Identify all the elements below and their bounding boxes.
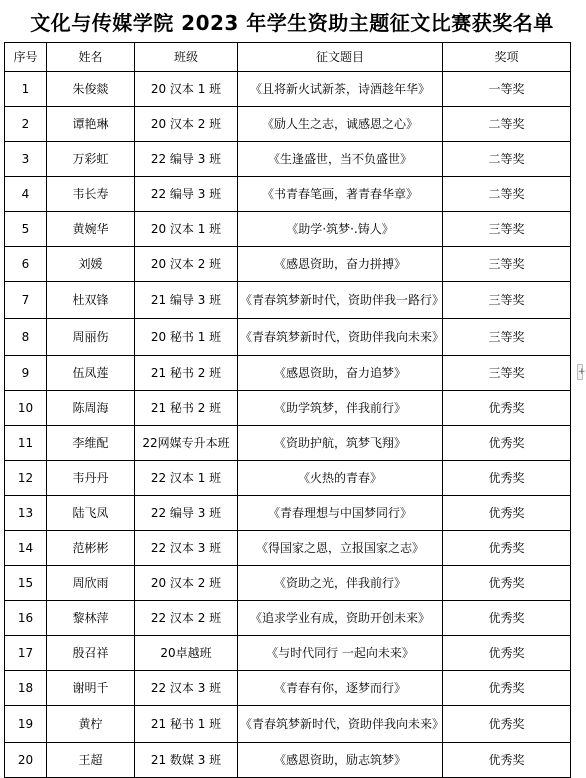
cell-index: 12 (5, 461, 47, 496)
cell-index: 4 (5, 177, 47, 212)
cell-class: 22 编导 3 班 (135, 142, 238, 177)
header-name: 姓名 (47, 43, 135, 72)
cell-award: 二等奖 (443, 142, 571, 177)
table-row (5, 391, 571, 426)
cell-index: 11 (5, 426, 47, 461)
cell-award: 三等奖 (443, 356, 571, 391)
cell-award: 二等奖 (443, 177, 571, 212)
table-row (5, 601, 571, 636)
cell-name: 黄柠 (47, 706, 135, 743)
cell-essay-title: 《青春有你，逐梦而行》 (238, 671, 443, 706)
cell-essay-title: 《资助护航，筑梦飞翔》 (238, 426, 443, 461)
cell-name: 韦丹丹 (47, 461, 135, 496)
table-row (5, 636, 571, 671)
cell-index: 5 (5, 212, 47, 247)
cell-class: 21 秘书 2 班 (135, 391, 238, 426)
cell-class: 22 汉本 2 班 (135, 601, 238, 636)
cell-index: 1 (5, 72, 47, 107)
cell-class: 20 汉本 2 班 (135, 566, 238, 601)
cell-class: 22 汉本 3 班 (135, 671, 238, 706)
cell-index: 19 (5, 706, 47, 743)
cell-name: 韦长寿 (47, 177, 135, 212)
cell-name: 陈周海 (47, 391, 135, 426)
cell-name: 陆飞凤 (47, 496, 135, 531)
cell-award: 二等奖 (443, 107, 571, 142)
cell-award: 优秀奖 (443, 601, 571, 636)
cell-index: 14 (5, 531, 47, 566)
table-row (5, 671, 571, 706)
header-essay-title: 征文题目 (238, 43, 443, 72)
cell-index: 18 (5, 671, 47, 706)
cell-class: 22 汉本 1 班 (135, 461, 238, 496)
cell-index: 16 (5, 601, 47, 636)
cell-name: 伍凤莲 (47, 356, 135, 391)
cell-award: 优秀奖 (443, 706, 571, 743)
cell-index: 6 (5, 247, 47, 282)
cell-name: 黎林萍 (47, 601, 135, 636)
cell-index: 7 (5, 282, 47, 319)
cell-class: 21 秘书 2 班 (135, 356, 238, 391)
cell-essay-title: 《感恩资助，奋力拼搏》 (238, 247, 443, 282)
table-row (5, 177, 571, 212)
cell-essay-title: 《助学·筑梦·.铸人》 (238, 212, 443, 247)
cell-class: 22网媒专升本班 (135, 426, 238, 461)
cell-award: 优秀奖 (443, 496, 571, 531)
cell-essay-title: 《助学筑梦，伴我前行》 (238, 391, 443, 426)
cell-essay-title: 《青春筑梦新时代，资助伴我一路行》 (238, 282, 443, 319)
table-row (5, 426, 571, 461)
table-row (5, 566, 571, 601)
table-row (5, 107, 571, 142)
cell-class: 20 汉本 2 班 (135, 107, 238, 142)
cell-name: 刘媛 (47, 247, 135, 282)
table-row (5, 247, 571, 282)
cell-class: 20 汉本 1 班 (135, 72, 238, 107)
cell-award: 三等奖 (443, 282, 571, 319)
cell-name: 殷召祥 (47, 636, 135, 671)
header-index: 序号 (5, 43, 47, 72)
award-table (4, 42, 571, 778)
cell-essay-title: 《资助之光，伴我前行》 (238, 566, 443, 601)
cell-class: 22 编导 3 班 (135, 496, 238, 531)
cell-class: 21 编导 3 班 (135, 282, 238, 319)
cell-name: 谢明千 (47, 671, 135, 706)
cell-award: 优秀奖 (443, 531, 571, 566)
cell-award: 优秀奖 (443, 743, 571, 778)
cell-award: 三等奖 (443, 247, 571, 282)
page-title: 文化与传媒学院 2023 年学生资助主题征文比赛获奖名单 (30, 10, 554, 35)
cell-essay-title: 《追求学业有成，资助开创未来》 (238, 601, 443, 636)
cell-award: 三等奖 (443, 212, 571, 247)
cell-essay-title: 《火热的青春》 (238, 461, 443, 496)
cell-index: 13 (5, 496, 47, 531)
cell-class: 20 汉本 1 班 (135, 212, 238, 247)
cell-name: 杜双锋 (47, 282, 135, 319)
side-marker-icon: + (577, 364, 583, 380)
cell-essay-title: 《生逢盛世，当不负盛世》 (238, 142, 443, 177)
cell-essay-title: 《青春筑梦新时代，资助伴我向未来》 (238, 706, 443, 743)
table-row (5, 531, 571, 566)
cell-award: 优秀奖 (443, 391, 571, 426)
cell-name: 朱俊燚 (47, 72, 135, 107)
cell-essay-title: 《青春筑梦新时代，资助伴我向未来》 (238, 319, 443, 356)
cell-essay-title: 《感恩资助，奋力追梦》 (238, 356, 443, 391)
cell-award: 优秀奖 (443, 426, 571, 461)
table-row (5, 496, 571, 531)
cell-class: 21 秘书 1 班 (135, 706, 238, 743)
table-row (5, 282, 571, 319)
cell-index: 17 (5, 636, 47, 671)
table-row (5, 142, 571, 177)
cell-name: 黄婉华 (47, 212, 135, 247)
cell-name: 谭艳琳 (47, 107, 135, 142)
cell-class: 20 秘书 1 班 (135, 319, 238, 356)
cell-name: 周丽伤 (47, 319, 135, 356)
table-row (5, 72, 571, 107)
cell-award: 优秀奖 (443, 566, 571, 601)
header-award: 奖项 (443, 43, 571, 72)
cell-class: 22 汉本 3 班 (135, 531, 238, 566)
cell-award: 优秀奖 (443, 671, 571, 706)
cell-award: 优秀奖 (443, 636, 571, 671)
cell-index: 15 (5, 566, 47, 601)
cell-name: 王超 (47, 743, 135, 778)
cell-award: 一等奖 (443, 72, 571, 107)
cell-class: 20 汉本 2 班 (135, 247, 238, 282)
cell-index: 9 (5, 356, 47, 391)
table-row (5, 356, 571, 391)
cell-essay-title: 《且将新火试新茶，诗酒趁年华》 (238, 72, 443, 107)
cell-name: 李维配 (47, 426, 135, 461)
header-class: 班级 (135, 43, 238, 72)
cell-essay-title: 《青春理想与中国梦同行》 (238, 496, 443, 531)
table-header-row (5, 43, 571, 72)
cell-name: 周欣雨 (47, 566, 135, 601)
table-row (5, 706, 571, 743)
cell-name: 万彩虹 (47, 142, 135, 177)
cell-essay-title: 《书青春笔画，著青春华章》 (238, 177, 443, 212)
table-row (5, 319, 571, 356)
cell-class: 20卓越班 (135, 636, 238, 671)
cell-award: 三等奖 (443, 319, 571, 356)
cell-index: 8 (5, 319, 47, 356)
table-row (5, 212, 571, 247)
cell-award: 优秀奖 (443, 461, 571, 496)
cell-essay-title: 《与时代同行 一起向未来》 (238, 636, 443, 671)
cell-index: 20 (5, 743, 47, 778)
cell-essay-title: 《得国家之恩，立报国家之志》 (238, 531, 443, 566)
table-row (5, 743, 571, 778)
cell-index: 10 (5, 391, 47, 426)
cell-index: 3 (5, 142, 47, 177)
cell-class: 22 编导 3 班 (135, 177, 238, 212)
cell-essay-title: 《励人生之志，诚感恩之心》 (238, 107, 443, 142)
cell-index: 2 (5, 107, 47, 142)
cell-name: 范彬彬 (47, 531, 135, 566)
table-row (5, 461, 571, 496)
cell-class: 21 数媒 3 班 (135, 743, 238, 778)
cell-essay-title: 《感恩资助，励志筑梦》 (238, 743, 443, 778)
